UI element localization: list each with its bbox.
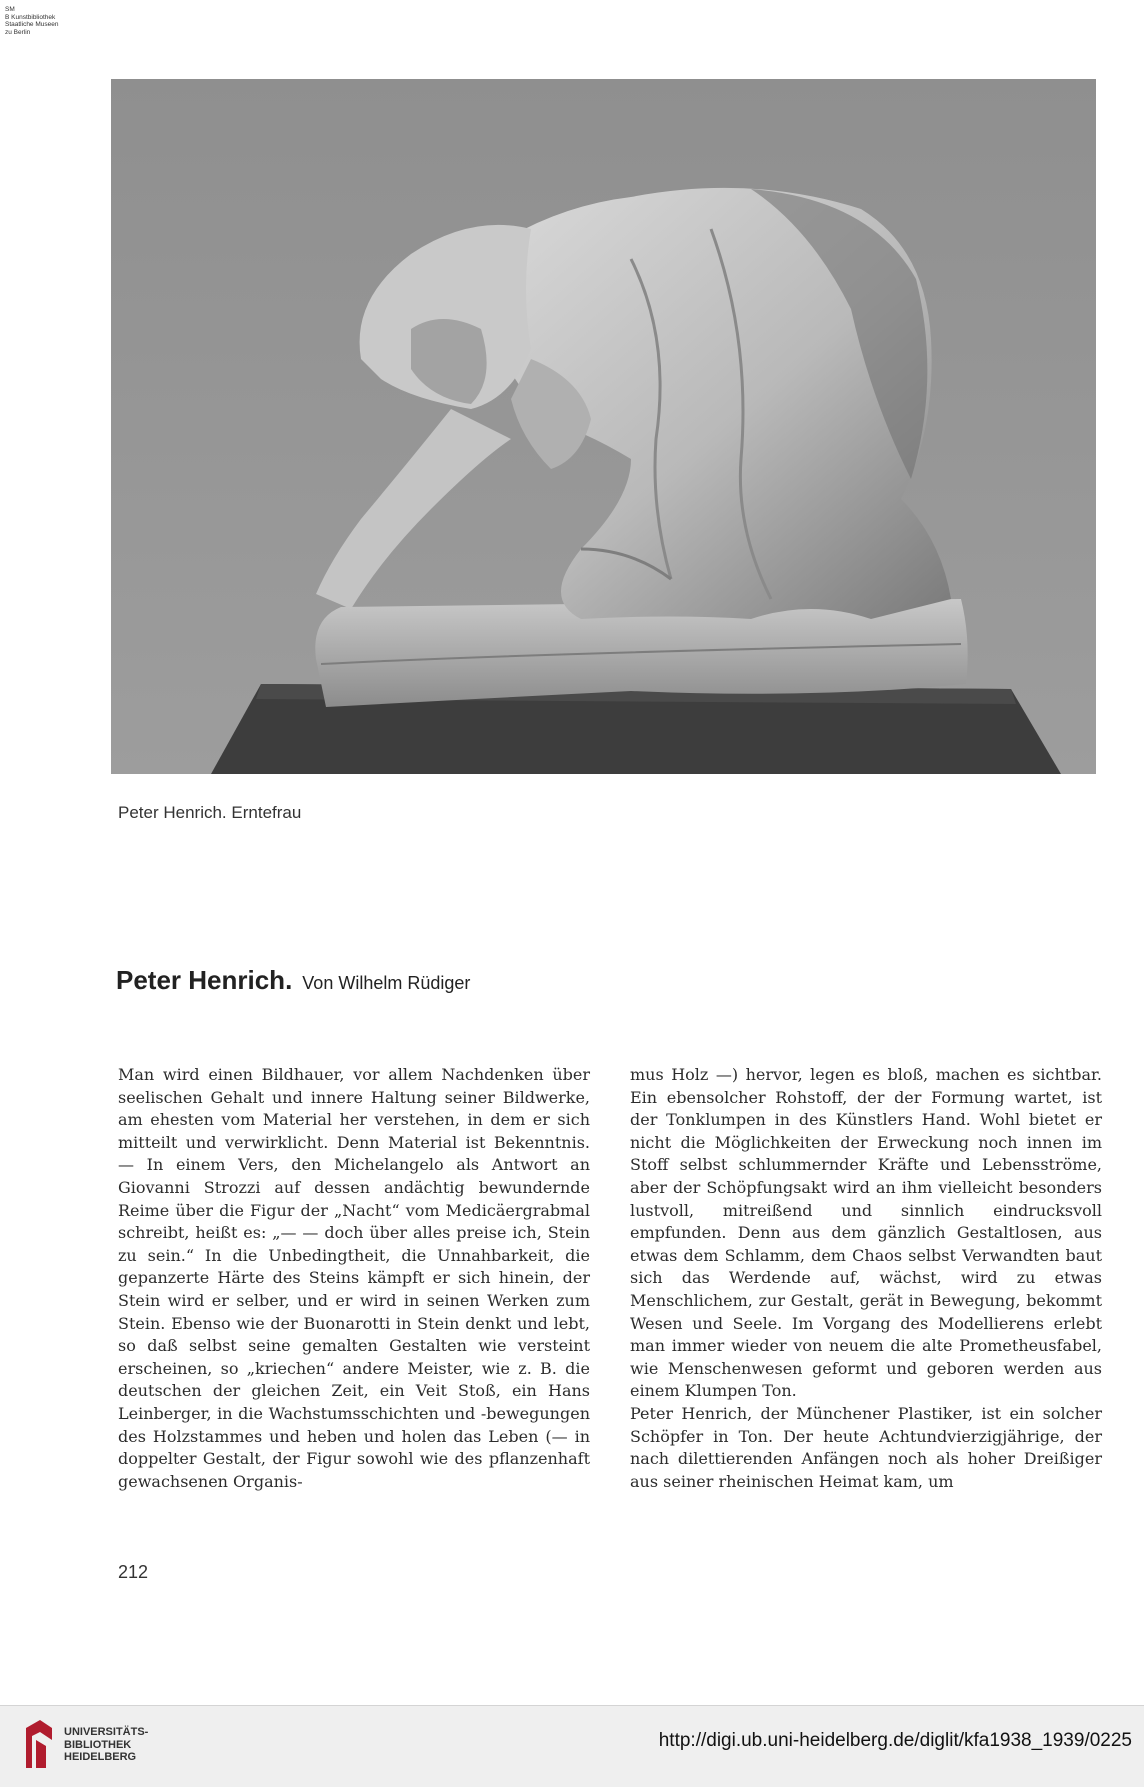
article-title: Peter Henrich.: [116, 965, 293, 995]
paragraph: Man wird einen Bildhauer, vor allem Nachdenken über seelischen Gehalt und innere Haltung seiner Bildwerke, am ehesten vom Material her verstehen, in dem er sich mitteilt und verwirklicht. Denn Material ist Bekenntnis. — In einem Vers, den Michelangelo als Antwort an Giovanni Strozzi auf dessen andächtig bewundernde Reime über die Figur der „Nacht“ vom Medicäergrabmal schreibt, heißt es: „— — doch über alles preise ich, Stein zu sein.“ In die Unbedingtheit, die Unnahbarkeit, die gepanzerte Härte des Steins kämpft er sich hinein, der Stein wird er selber, und er wird in seinen Werken zum Stein. Ebenso wie der Buonarotti in Stein denkt und lebt, so daß selbst seine gemalten Gestalten wie versteint erscheinen, so „kriechen“ andere Meister, wie z. B. die deutschen der gleichen Zeit, ein Veit Stoß, ein Hans Leinberger, in die Wachstumsschichten und -bewegungen des Holzstammes und heben und holen das Leben (— in doppelter Gestalt, der Figur sowohl wie des pflanzenhaft gewachsenen Organis-: [118, 1065, 590, 1491]
page-number: 212: [118, 1562, 149, 1582]
library-stamp: [5, 6, 58, 36]
logo-line: HEIDELBERG: [64, 1751, 137, 1763]
text-column-right: [630, 1064, 1102, 1493]
paragraph: Peter Henrich, der Münchener Plastiker, ist ein solcher Schöpfer in Ton. Der heute Achtundvierzigjährige, der nach dilettierenden Anfängen noch als hoher Dreißiger aus seiner rheinischen Heimat kam, um: [630, 1403, 1102, 1491]
caption-title: Erntefrau: [231, 803, 302, 822]
source-url-link[interactable]: http://digi.ub.uni-heidelberg.de/diglit/kfa1938_1939/0225: [658, 1730, 1132, 1751]
stamp-line: SM: [5, 6, 15, 13]
paragraph: mus Holz —) hervor, legen es bloß, machen es sichtbar. Ein ebensolcher Rohstoff, der der Formung wartet, ist der Tonklumpen in des Künstlers Hand. Wohl bietet er nicht die Möglichkeiten der Erweckung noch innen im Stoff selbst schlummernder Kräfte und Lebensströme, aber der Schöpfungsakt wird an ihm vielleicht besonders lustvoll, mitreißend und sinnlich eindrucksvoll empfunden. Denn aus dem gänzlich Gestaltlosen, aus etwas dem Schlamm, dem Chaos selbst Verwandten baut sich das Werdende auf, wächst, wird zu etwas Menschlichem, zur Gestalt, gerät in Bewegung, bekommt Wesen und Seele. Im Vorgang des Modellierens erlebt man immer wieder von neuem die alte Prometheusfabel, wie Menschenwesen geformt und geboren werden aus einem Klumpen Ton.: [630, 1065, 1102, 1401]
university-logo-icon: [22, 1718, 56, 1772]
university-logo-text: [64, 1726, 148, 1764]
logo-line: BIBLIOTHEK: [64, 1738, 132, 1751]
article-byline: Von Wilhelm Rüdiger: [302, 973, 471, 993]
stamp-line: B Kunstbibliothek: [5, 13, 56, 21]
caption-artist: Peter Henrich.: [118, 803, 227, 822]
stamp-line: Staatliche Museen: [5, 21, 59, 28]
sculpture-illustration: [111, 79, 1096, 774]
footer-bar: [0, 1705, 1144, 1787]
article-heading: [116, 965, 470, 996]
stamp-line: zu Berlin: [5, 28, 31, 36]
figure-caption: [118, 803, 301, 823]
logo-line: UNIVERSITÄTS-: [64, 1726, 149, 1738]
text-column-left: [118, 1064, 590, 1493]
sculpture-photo: [111, 79, 1096, 774]
